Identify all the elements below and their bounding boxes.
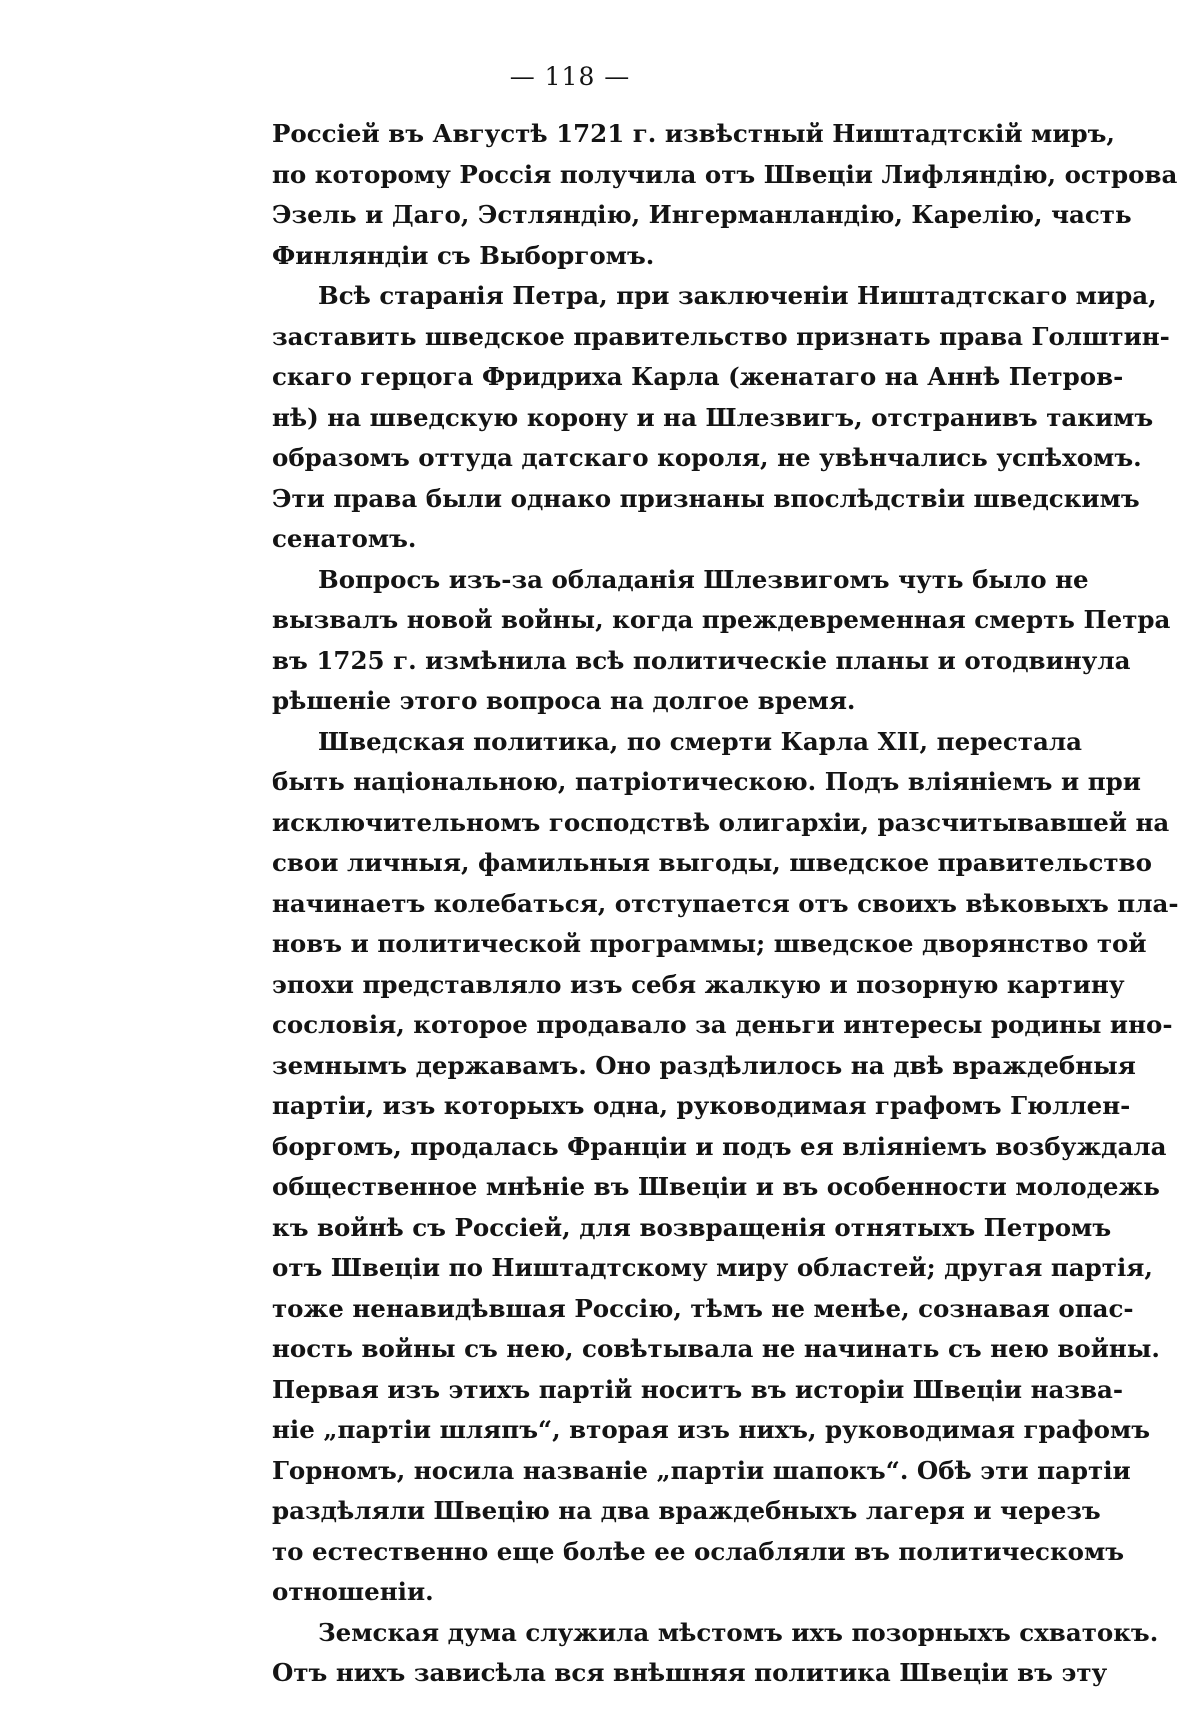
text-line: тоже ненавидѣвшая Россію, тѣмъ не менѣе, сознавая опас- (272, 1293, 1134, 1323)
text-line: начинаетъ колебаться, отступается отъ своихъ вѣковыхъ пла- (272, 888, 1179, 918)
text-line: вызвалъ новой войны, когда преждевременная смерть Петра (272, 605, 1171, 634)
page-number: — 118 — (509, 62, 631, 91)
text-line: сословія, которое продавало за деньги интересы родины ино- (272, 1010, 1173, 1039)
text-line: сенатомъ. (272, 524, 417, 553)
text-line: свои личныя, фамильныя выгоды, шведское правительство (272, 848, 1152, 877)
text-line: Эти права были однако признаны впослѣдствіи шведскимъ (272, 483, 1140, 513)
text-line: Отъ нихъ зависѣла вся внѣшняя политика Швеціи въ эту (272, 1658, 1108, 1687)
text-line: раздѣляли Швецію на два враждебныхъ лагеря и черезъ (272, 1496, 1101, 1525)
text-line: отношеніи. (272, 1577, 434, 1606)
text-line: общественное мнѣніе въ Швеціи и въ особенности молодежь (272, 1172, 1160, 1201)
text-line: къ войнѣ съ Россіей, для возвращенія отнятыхъ Петромъ (272, 1212, 1112, 1242)
text-line: ніе „партіи шляпъ“, вторая изъ нихъ, руководимая графомъ (272, 1415, 1151, 1444)
paragraph-first-line: Всѣ старанія Петра, при заключеніи Ништадтскаго мира, (318, 281, 1157, 310)
text-line: Россіей въ Августѣ 1721 г. извѣстный Ништадтскій миръ, (272, 119, 1115, 148)
text-line: Первая изъ этихъ партій носитъ въ исторіи Швеціи назва- (272, 1374, 1124, 1404)
text-line: то естественно еще болѣе ее ослабляли въ политическомъ (272, 1536, 1125, 1566)
body-text (272, 114, 1179, 1694)
text-line: партіи, изъ которыхъ одна, руководимая графомъ Гюллен- (272, 1091, 1131, 1120)
text-line: боргомъ, продалась Франціи и подъ ея вліяніемъ возбуждала (272, 1131, 1167, 1161)
text-line: скаго герцога Фридриха Карла (женатаго на Аннѣ Петров- (272, 362, 1124, 391)
text-line: эпохи представляло изъ себя жалкую и позорную картину (272, 969, 1125, 999)
text-line: въ 1725 г. измѣнила всѣ политическіе планы и отодвинула (272, 645, 1131, 675)
paragraph-first-line: Вопросъ изъ-за обладанія Шлезвигомъ чуть было не (318, 564, 1089, 594)
text-line: нѣ) на шведскую корону и на Шлезвигъ, отстранивъ такимъ (272, 402, 1154, 432)
text-line: по которому Россія получила отъ Швеціи Лифляндію, острова (272, 159, 1178, 189)
paragraph-first-line: Шведская политика, по смерти Карла XII, перестала (318, 726, 1082, 756)
text-line: Горномъ, носила названіе „партіи шапокъ“. Обѣ эти партіи (272, 1455, 1131, 1485)
text-line: ность войны съ нею, совѣтывала не начинать съ нею войны. (272, 1334, 1160, 1363)
text-line: образомъ оттуда датскаго короля, не увѣнчались успѣхомъ. (272, 443, 1142, 472)
text-line: быть національною, патріотическою. Подъ вліяніемъ и при (272, 767, 1141, 796)
text-line: новъ и политической программы; шведское дворянство той (272, 929, 1147, 958)
text-line: исключительномъ господствѣ олигархіи, разсчитывавшей на (272, 807, 1170, 837)
text-line: земнымъ державамъ. Оно раздѣлилось на двѣ враждебныя (272, 1050, 1136, 1080)
text-line: рѣшеніе этого вопроса на долгое время. (272, 686, 856, 715)
text-line: заставить шведское правительство признать права Голштин- (272, 321, 1170, 351)
text-line: Эзель и Даго, Эстляндію, Ингерманландію, Карелію, часть (272, 200, 1132, 229)
paragraph-first-line: Земская дума служила мѣстомъ ихъ позорныхъ схватокъ. (318, 1617, 1159, 1647)
text-line: Финляндіи съ Выборгомъ. (272, 240, 655, 270)
text-line: отъ Швеціи по Ништадтскому миру областей; другая партія, (272, 1253, 1153, 1282)
